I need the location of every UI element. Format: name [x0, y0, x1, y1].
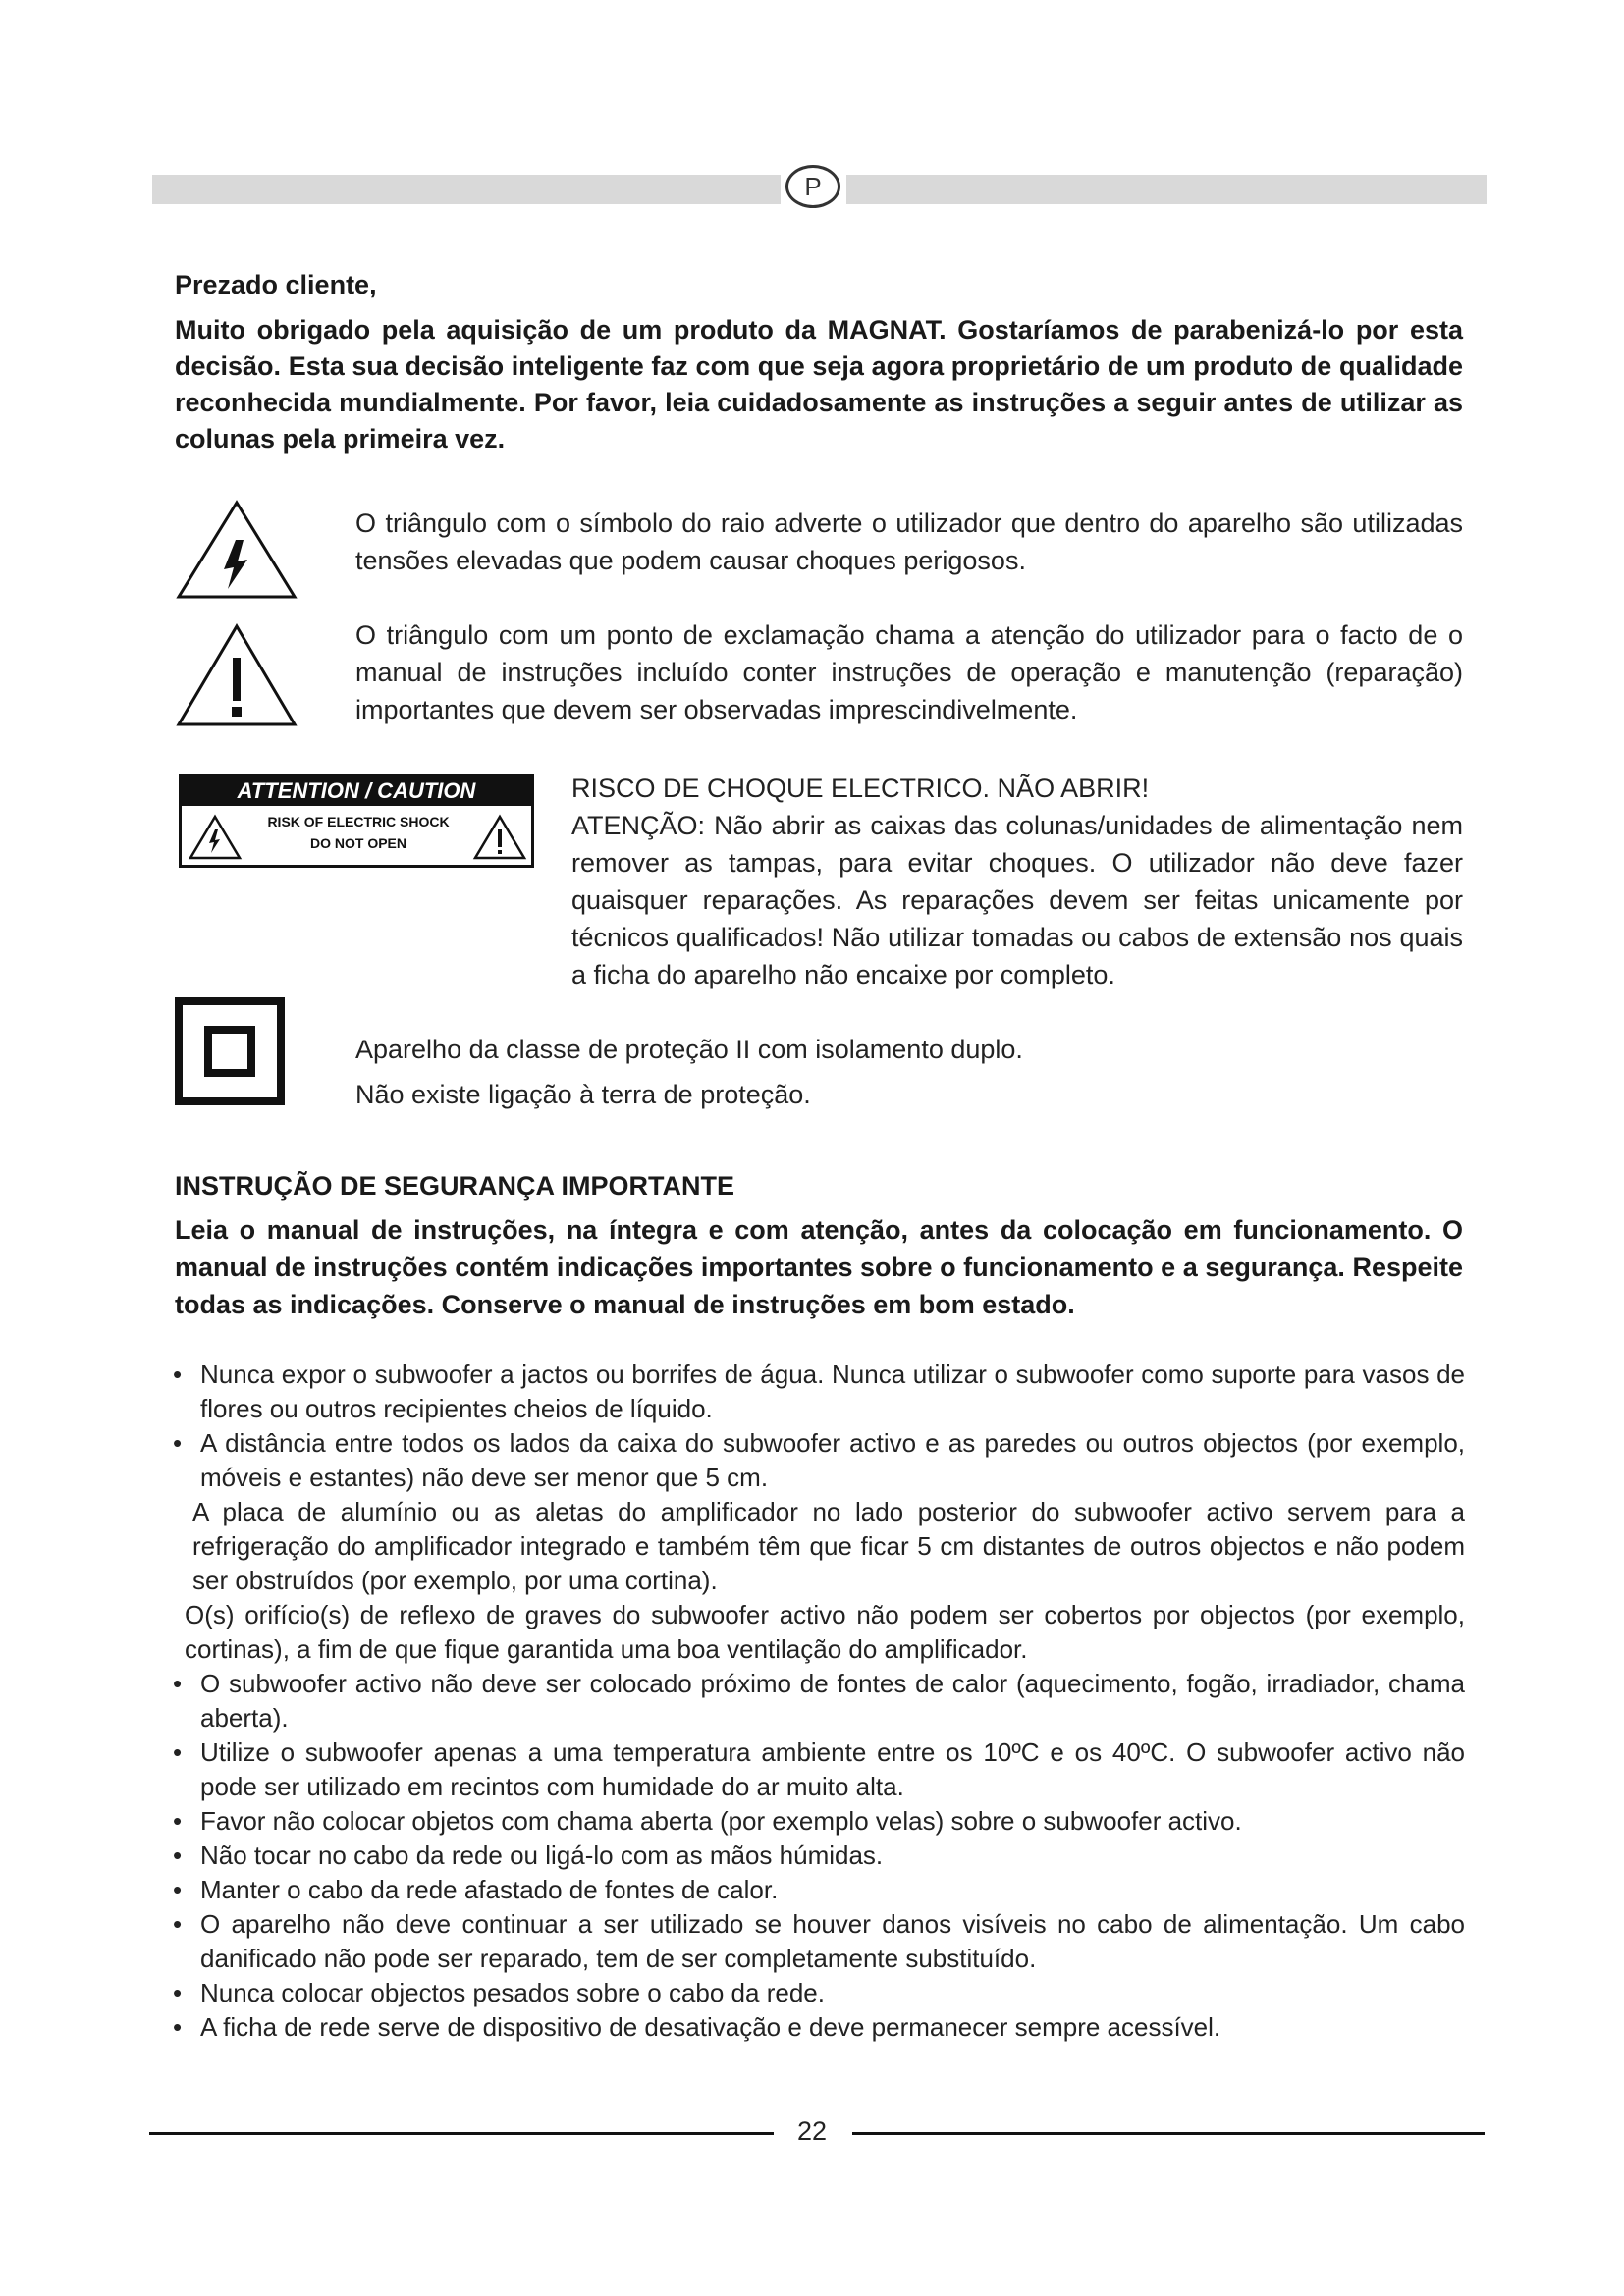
- list-item: • O subwoofer activo não deve ser colocado próximo de fontes de calor (aquecimento, fogão, irradiador, chama aberta).: [167, 1667, 1465, 1735]
- header-bar-left: [152, 175, 781, 204]
- safety-intro: Leia o manual de instruções, na íntegra e com atenção, antes da colocação em funcionamento. O manual de instruções contém indicações importantes sobre o funcionamento e a segurança. Respeite todas as indicações. Conserve o manual de instruções em bom estado.: [175, 1215, 1463, 1319]
- language-badge: P: [785, 165, 840, 208]
- class-ii-line-1: Aparelho da classe de proteção II com isolamento duplo.: [355, 1035, 1023, 1064]
- list-item: O(s) orifício(s) de reflexo de graves do subwoofer activo não podem ser cobertos por objectos (por exemplo, cortinas), a fim de que fique garantida uma boa ventilação do amplificador.: [185, 1600, 1465, 1664]
- caution-description: ATENÇÃO: Não abrir as caixas das colunas/unidades de alimentação nem remover as tampas, para evitar choques. O utilizador não deve fazer quaisquer reparações. As reparações devem ser feitas unicamente por técnicos qualificados! Não utilizar tomadas ou cabos de extensão nos quais a ficha do aparelho não encaixe por completo.: [571, 811, 1463, 989]
- list-item: • O aparelho não deve continuar a ser utilizado se houver danos visíveis no cabo de alimentação. Um cabo danificado não pode ser reparado, tem de ser completamente substituído.: [167, 1907, 1465, 1976]
- list-item: • Nunca expor o subwoofer a jactos ou borrifes de água. Nunca utilizar o subwoofer como suporte para vasos de flores ou outros recipientes cheios de líquido.: [167, 1358, 1465, 1426]
- exclamation-warning-icon: [175, 622, 298, 728]
- footer-rule-left: [149, 2132, 774, 2135]
- caution-label-heading: ATTENTION / CAUTION: [182, 776, 531, 806]
- exclamation-description: O triângulo com um ponto de exclamação chama a atenção do utilizador para o facto de o manual de instruções incluído conter instruções de operação e manutenção (reparação) importantes que devem ser observadas imprescindivelmente.: [355, 620, 1463, 724]
- footer-rule-right: [852, 2132, 1485, 2135]
- caution-label-risk: RISK OF ELECTRIC SHOCK: [267, 814, 450, 829]
- caution-label: [179, 774, 534, 868]
- caution-label-exclamation-icon: [472, 814, 527, 861]
- list-item: • Favor não colocar objetos com chama aberta (por exemplo velas) sobre o subwoofer activo.: [167, 1804, 1465, 1839]
- lightning-description: O triângulo com o símbolo do raio adverte o utilizador que dentro do aparelho são utilizadas tensões elevadas que podem causar choques perigosos.: [355, 508, 1463, 575]
- page-number: 22: [796, 2116, 828, 2146]
- safety-section-title: INSTRUÇÃO DE SEGURANÇA IMPORTANTE: [175, 1171, 735, 1201]
- list-item: • Utilize o subwoofer apenas a uma temperatura ambiente entre os 10ºC e os 40ºC. O subwoofer activo não pode ser utilizado em recintos com humidade do ar muito alta.: [167, 1735, 1465, 1804]
- list-item: • A distância entre todos os lados da caixa do subwoofer activo e as paredes ou outros objectos (por exemplo, móveis e estantes) não deve ser menor que 5 cm.: [167, 1426, 1465, 1495]
- list-item: • Não tocar no cabo da rede ou ligá-lo com as mãos húmidas.: [167, 1839, 1465, 1873]
- greeting-title: Prezado cliente,: [175, 270, 377, 299]
- safety-instructions-list: [167, 1358, 1465, 2045]
- list-item: A placa de alumínio ou as aletas do amplificador no lado posterior do subwoofer activo servem para a refrigeração do amplificador integrado e também têm que ficar 5 cm distantes de outros objectos e não podem ser obstruídos (por exemplo, por uma cortina).: [192, 1497, 1465, 1595]
- caution-title: RISCO DE CHOQUE ELECTRICO. NÃO ABRIR!: [571, 774, 1150, 803]
- list-item: • Nunca colocar objectos pesados sobre o cabo da rede.: [167, 1976, 1465, 2010]
- lightning-warning-icon: [175, 499, 298, 601]
- caution-label-do-not-open: DO NOT OPEN: [309, 835, 406, 851]
- caution-label-lightning-icon: [188, 814, 243, 861]
- class-ii-double-insulation-icon: [175, 997, 285, 1105]
- class-ii-line-2: Não existe ligação à terra de proteção.: [355, 1080, 811, 1109]
- header-bar-right: [846, 175, 1487, 204]
- class-ii-inner-square: [204, 1026, 255, 1077]
- list-item: • A ficha de rede serve de dispositivo de desativação e deve permanecer sempre acessível.: [167, 2010, 1465, 2045]
- list-item: • Manter o cabo da rede afastado de fontes de calor.: [167, 1873, 1465, 1907]
- intro-paragraph: Muito obrigado pela aquisição de um produto da MAGNAT. Gostaríamos de parabenizá-lo por esta decisão. Esta sua decisão inteligente faz com que seja agora proprietário de um produto de qualidade reconhecida mundialmente. Por favor, leia cuidadosamente as instruções a seguir antes de utilizar as colunas pela primeira vez.: [175, 315, 1463, 454]
